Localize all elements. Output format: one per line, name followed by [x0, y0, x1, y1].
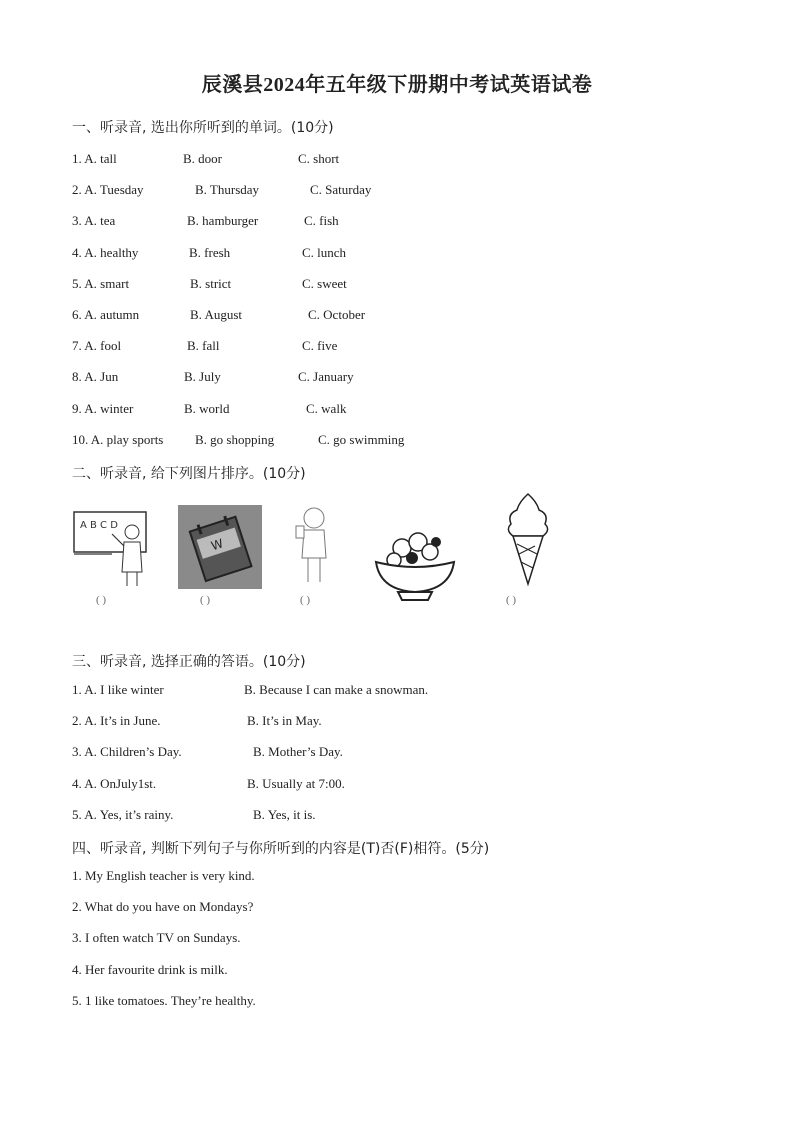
boy-drinking-icon [290, 500, 338, 590]
option-c[interactable]: C. walk [306, 400, 347, 416]
judgement-sentence: 2. What do you have on Mondays? [72, 899, 254, 915]
section-1-heading: 一、听录音, 选出你所听到的单词。(10分) [72, 120, 334, 136]
option-a[interactable]: 7. A. fool [72, 338, 122, 354]
judgement-sentence: 4. Her favourite drink is milk. [72, 961, 228, 977]
option-b[interactable]: B. door [183, 151, 222, 166]
order-blank-5[interactable]: ( ) [506, 594, 517, 606]
judgement-sentence: 5. 1 like tomatoes. They’re healthy. [72, 992, 256, 1008]
option-c[interactable]: C. short [298, 151, 340, 166]
section-2-heading: 二、听录音, 给下列图片排序。(10分) [72, 466, 306, 482]
order-blank-1[interactable]: ( ) [96, 594, 107, 606]
option-c[interactable]: C. sweet [302, 275, 347, 291]
ice-cream-icon [503, 492, 553, 588]
option-b[interactable]: B. August [190, 307, 243, 322]
option-a[interactable]: 4. A. healthy [72, 244, 139, 260]
option-b[interactable]: B. Thursday [195, 182, 260, 198]
option-a[interactable]: 10. A. play sports [72, 431, 164, 447]
option-b[interactable]: B. Yes, it is. [253, 806, 316, 822]
teacher-at-blackboard-icon [72, 502, 154, 592]
option-b[interactable]: B. July [184, 369, 221, 385]
option-c[interactable]: C. five [302, 338, 338, 354]
svg-text:W: W [209, 536, 225, 554]
option-a[interactable]: 4. A. OnJuly1st. [72, 775, 157, 791]
option-c[interactable]: C. October [308, 307, 366, 322]
option-c[interactable]: C. January [298, 369, 354, 385]
section-3-heading: 三、听录音, 选择正确的答语。(10分) [72, 654, 306, 670]
fruit-salad-icon [372, 520, 458, 604]
option-b[interactable]: B. Usually at 7:00. [247, 775, 345, 791]
option-b[interactable]: B. Because I can make a snowman. [244, 682, 429, 697]
order-blank-2[interactable]: ( ) [200, 594, 211, 606]
board-text: A B C D [80, 520, 118, 531]
option-a[interactable]: 9. A. winter [72, 400, 134, 416]
option-c[interactable]: C. Saturday [310, 182, 372, 198]
option-a[interactable]: 5. A. smart [72, 275, 130, 291]
page-title: 辰溪县2024年五年级下册期中考试英语试卷 [201, 74, 593, 96]
option-a[interactable]: 3. A. tea [72, 213, 116, 229]
option-b[interactable]: B. strict [190, 275, 232, 291]
option-b[interactable]: B. go shopping [195, 431, 275, 447]
option-b[interactable]: B. world [184, 400, 230, 416]
option-c[interactable]: C. lunch [302, 244, 347, 260]
option-c[interactable]: C. go swimming [318, 431, 405, 447]
calendar-icon [178, 505, 262, 589]
option-b[interactable]: B. fresh [189, 244, 231, 260]
option-c[interactable]: C. fish [304, 213, 339, 229]
option-a[interactable]: 5. A. Yes, it’s rainy. [72, 806, 174, 822]
option-b[interactable]: B. Mother’s Day. [253, 744, 343, 760]
option-a[interactable]: 2. A. It’s in June. [72, 713, 161, 729]
option-a[interactable]: 1. A. I like winter [72, 682, 164, 697]
option-a[interactable]: 6. A. autumn [72, 307, 140, 322]
option-a[interactable]: 2. A. Tuesday [72, 182, 144, 198]
section-4-heading: 四、听录音, 判断下列句子与你所听到的内容是(T)否(F)相符。(5分) [72, 841, 490, 857]
option-a[interactable]: 3. A. Children’s Day. [72, 744, 182, 760]
judgement-sentence: 3. I often watch TV on Sundays. [72, 930, 241, 946]
judgement-sentence: 1. My English teacher is very kind. [72, 868, 255, 883]
option-a[interactable]: 1. A. tall [72, 151, 117, 166]
option-a[interactable]: 8. A. Jun [72, 369, 119, 385]
order-blank-3[interactable]: ( ) [300, 594, 311, 606]
option-b[interactable]: B. hamburger [187, 213, 259, 229]
option-b[interactable]: B. fall [187, 338, 220, 354]
option-b[interactable]: B. It’s in May. [247, 713, 322, 729]
